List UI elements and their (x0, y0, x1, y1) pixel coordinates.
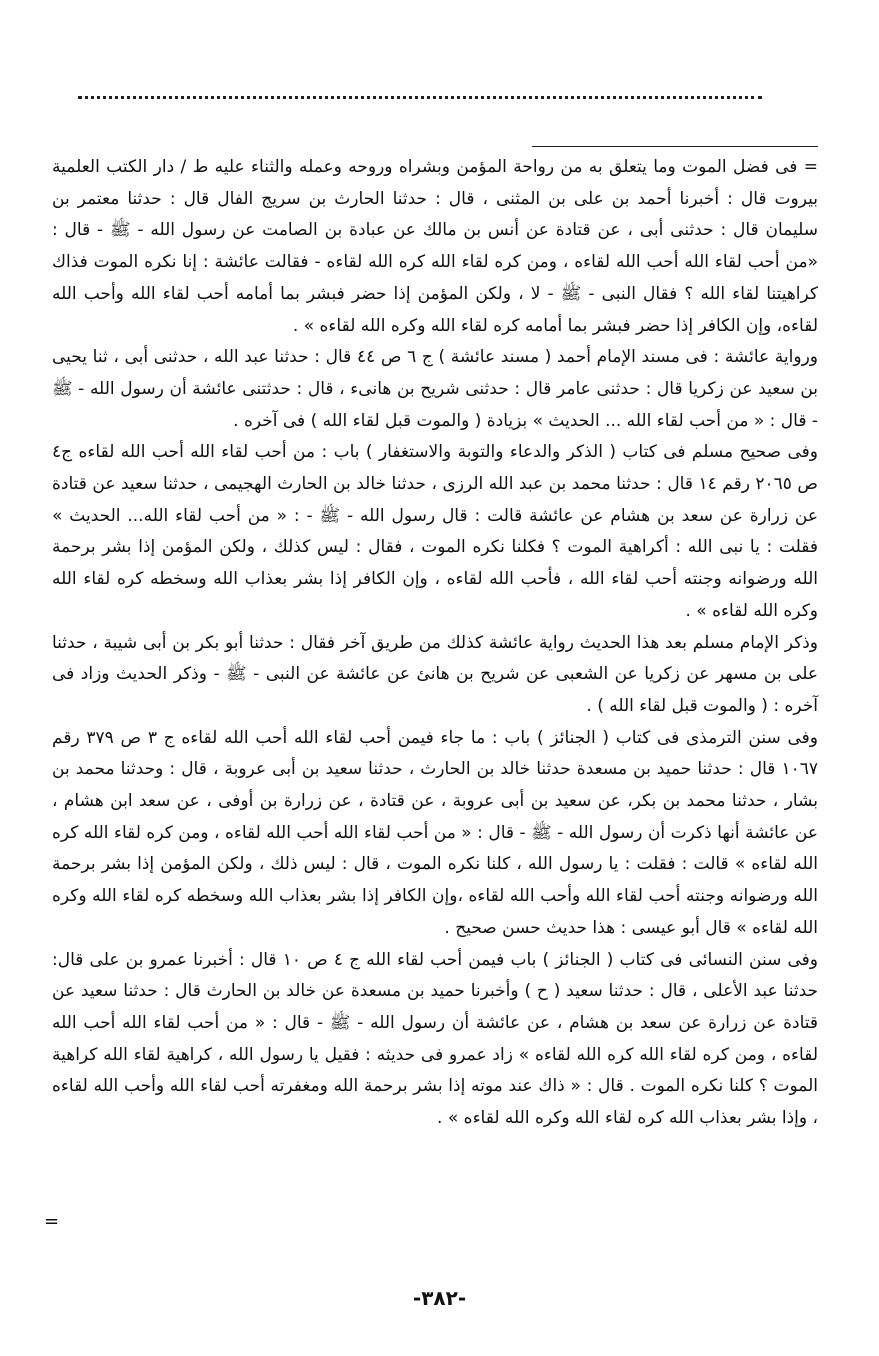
footnote-paragraph: = فى فضل الموت وما يتعلق به من رواحة المؤمن وبشراه وروحه وعمله والثناء عليه ط / دار الكتب العلمية بيروت قال : أخبرنا أحمد بن على بن المثنى ، قال : حدثنا الحارث بن سريج الفال قال : حدثنا معتمر بن سليمان قال : حدثنى أبى ، عن قتادة عن أنس بن مالك عن عبادة بن الصامت عن رسول الله - ﷺ - قال : «من أحب لقاء الله أحب الله لقاءه ، ومن كره لقاء الله كره الله لقاءه - فقالت عائشة : إنا نكره الموت فذاك كراهيتنا لقاء الله ؟ فقال النبى - ﷺ - لا ، ولكن المؤمن إذا حضر فبشر بما أمامه أحب لقاء الله وأحب الله لقاءه، وإن الكافر إذا حضر فبشر بما أمامه كره لقاء الله وكره الله لقاءه » . (52, 157, 818, 336)
footnote-rule (532, 146, 818, 147)
footnote-paragraph: ورواية عائشة : فى مسند الإمام أحمد ( مسند عائشة ) ج ٦ ص ٤٤ قال : حدثنا عبد الله ، حدثنى أبى ، ثنا يحيى بن سعيد عن زكريا قال : حدثنى عامر قال : حدثنى شريح بن هانىء ، قال : حدثتنى عائشة أن رسول الله - ﷺ - قال : « من أحب لقاء الله ... الحديث » بزيادة ( والموت قبل لقاء الله ) فى آخره . (52, 347, 818, 431)
footnotes-block (52, 152, 818, 1135)
footnote-paragraph: وفى سنن النسائى فى كتاب ( الجنائز ) باب فيمن أحب لقاء الله ج ٤ ص ١٠ قال : أخبرنا عمرو بن على قال: حدثنا عبد الأعلى ، قال : حدثنا سعيد ( ح ) وأخبرنا حميد بن مسعدة عن خالد بن الحارث قال : حدثنا سعيد عن قتادة عن زرارة عن سعد بن هشام ، عن عائشة أن رسول الله - ﷺ - قال : « من أحب لقاء الله أحب الله لقاءه ، ومن كره لقاء الله كره الله لقاءه » زاد عمرو فى حديثه : فقيل يا رسول الله ، كراهية لقاء الله كراهية الموت ؟ كلنا نكره الموت . قال : « ذاك عند موته إذا بشر برحمة الله ومغفرته أحب لقاء الله وأحب الله لقاءه ، وإذا بشر بعذاب الله كره لقاء الله وكره الله لقاءه » . (52, 949, 818, 1129)
footnote-paragraph: وفى سنن الترمذى فى كتاب ( الجنائز ) باب : ما جاء فيمن أحب لقاء الله أحب الله لقاءه ج ٣ ص ٣٧٩ رقم ١٠٦٧ قال : حدثنا حميد بن مسعدة حدثنا خالد بن الحارث ، حدثنا سعيد بن أبى عروبة ، قال : وحدثنا محمد بن بشار ، حدثنا محمد بن بكر، عن سعيد بن أبى عروبة ، عن قتادة ، عن زرارة بن أوفى ، عن سعد ابن هشام ، عن عائشة أنها ذكرت أن رسول الله - ﷺ - قال : « من أحب لقاء الله أحب الله لقاءه ، ومن كره لقاء الله كره الله لقاءه » قالت : فقلت : يا رسول الله ، كلنا نكره الموت ، قال : ليس ذلك ، ولكن المؤمن إذا بشر برحمة الله ورضوانه وجنته أحب لقاء الله وأحب الله لقاءه ،وإن الكافر إذا بشر بعذاب الله وسخطه كره لقاء الله وكره الله لقاءه » قال أبو عيسى : هذا حديث حسن صحيح . (52, 727, 818, 938)
footnote-paragraph: وفى صحيح مسلم فى كتاب ( الذكر والدعاء والتوبة والاستغفار ) باب : من أحب لقاء الله أحب الله لقاءه ج٤ ص ٢٠٦٥ رقم ١٤ قال : حدثنا محمد بن عبد الله الرزى ، حدثنا خالد بن الحارث الهجيمى ، حدثنا سعيد عن قتادة عن زرارة عن سعد بن هشام عن عائشة قالت : قال رسول الله - ﷺ - : « من أحب لقاء الله... الحديث » فقلت : يا نبى الله : أكراهية الموت ؟ فكلنا نكره الموت ، فقال : ليس كذلك ، ولكن المؤمن إذا بشر برحمة الله ورضوانه وجنته أحب لقاء الله ، فأحب الله لقاءه ، وإن الكافر إذا بشر بعذاب الله وسخطه كره لقاء الله وكره الله لقاءه » . (52, 442, 818, 621)
continuation-mark: = (44, 1211, 60, 1232)
page-number: -٣٨٢- (412, 1286, 467, 1310)
dotted-separator (78, 96, 762, 99)
footnote-paragraph: وذكر الإمام مسلم بعد هذا الحديث رواية عائشة كذلك من طريق آخر فقال : حدثنا أبو بكر بن أبى شيبة ، حدثنا على بن مسهر عن زكريا عن الشعبى عن شريح بن هانئ عن عائشة عن النبى - ﷺ - وذكر الحديث وزاد فى آخره : ( والموت قبل لقاء الله ) . (52, 632, 818, 716)
